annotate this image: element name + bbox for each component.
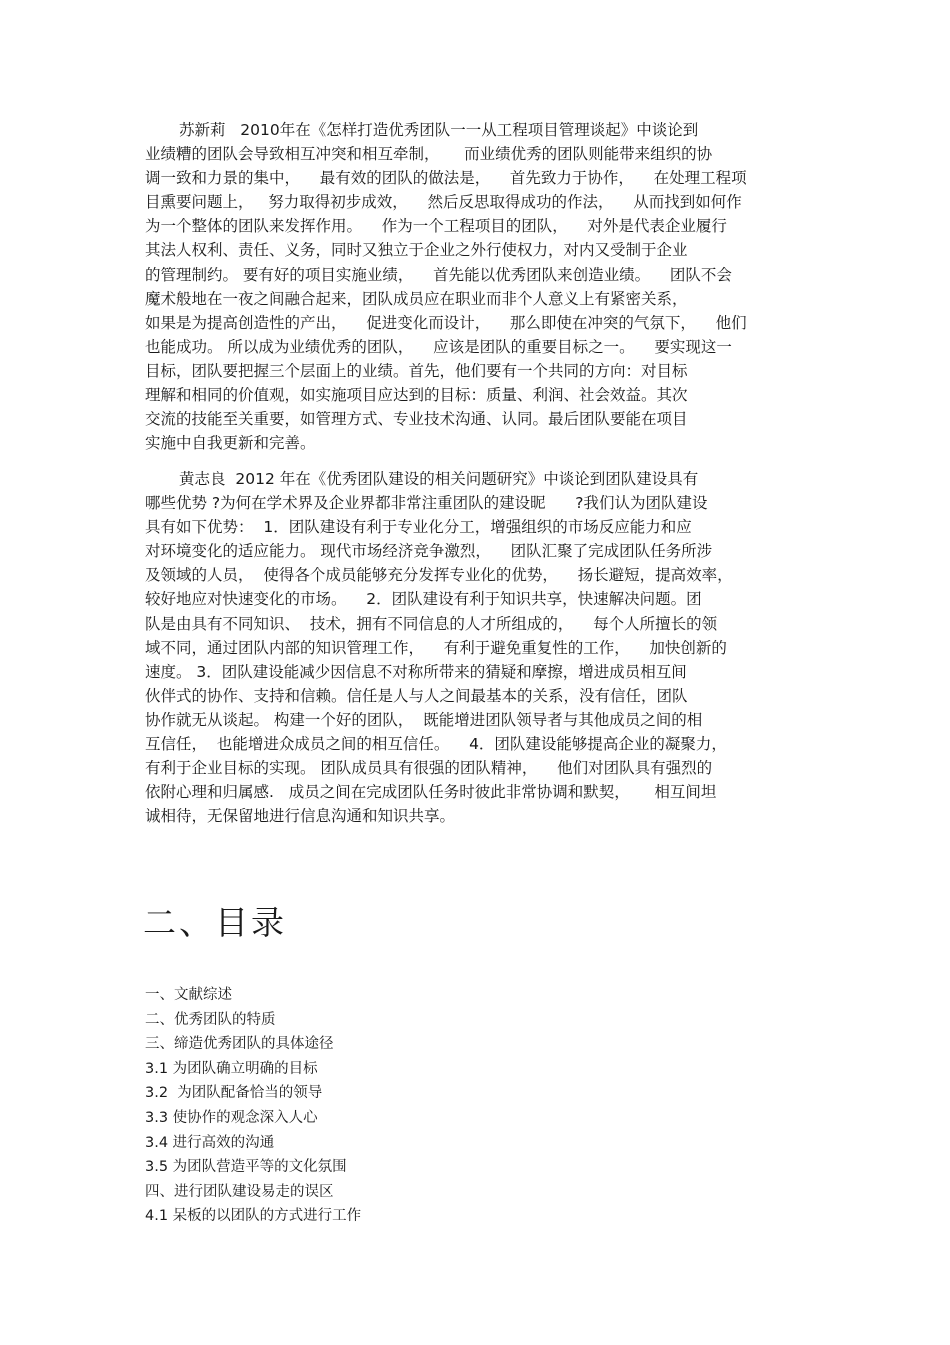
paragraph-line: 的管理制约。 要有好的项目实施业绩， 首先能以优秀团队来创造业绩。 团队不会	[145, 265, 732, 284]
toc-item: 3.1 为团队确立明确的目标	[145, 1060, 318, 1077]
toc-item: 一、文献综述	[145, 987, 232, 1003]
paragraph-line: 实施中自我更新和完善。	[145, 434, 316, 453]
paragraph-line: 协作就无从谈起。 构建一个好的团队， 既能增进团队领导者与其他成员之间的相	[145, 710, 703, 729]
paragraph-line: 交流的技能至关重要，如管理方式、专业技术沟通、认同。最后团队要能在项目	[145, 410, 688, 429]
paragraph-line: 其法人权利、责任、义务，同时又独立于企业之外行使权力，对内又受制于企业	[145, 241, 688, 260]
paragraph-line: 如果是为提高创造性的产出， 促进变化而设计， 那么即使在冲突的气氛下， 他们	[145, 313, 747, 332]
paragraph-line: 业绩糟的团队会导致相互冲突和相互牵制， 而业绩优秀的团队则能带来组织的协	[145, 145, 713, 164]
table-of-contents	[145, 983, 645, 1229]
paragraph-line: 互信任， 也能增进众成员之间的相互信任。 4．团队建设能够提高企业的凝聚力，	[145, 735, 727, 754]
paragraph-literature-2	[145, 467, 815, 828]
paragraph-line: 依附心理和归属感. 成员之间在完成团队任务时彼此非常协调和默契， 相互间坦	[145, 783, 717, 802]
paragraph-line: 目熏要问题上， 努力取得初步成效， 然后反思取得成功的作法， 从而找到如何作	[145, 193, 742, 212]
toc-item: 二、优秀团队的特质	[145, 1011, 276, 1028]
section-heading-toc: 二、目录	[143, 903, 287, 942]
toc-item: 三、缔造优秀团队的具体途径	[145, 1036, 334, 1053]
paragraph-line: 哪些优势 ?为何在学术界及企业界都非常注重团队的建设昵 ?我们认为团队建设	[145, 494, 708, 513]
paragraph-line: 伙伴式的协作、支持和信赖。信任是人与人之间最基本的关系，没有信任，团队	[145, 686, 688, 705]
toc-item: 3.3 使协作的观念深入人心	[145, 1109, 318, 1126]
paragraph-line: 较好地应对快速变化的市场。 2．团队建设有利于知识共享，快速解决问题。团	[145, 590, 702, 609]
paragraph-line: 速度。 3．团队建设能减少因信息不对称所带来的猜疑和摩擦，增进成员相互间	[145, 662, 687, 681]
paragraph-line: 黄志良 2012 年在《优秀团队建设的相关问题研究》中谈论到团队建设具有	[179, 470, 699, 488]
paragraph-line: 理解和相同的价值观，如实施项目应达到的目标：质量、利润、社会效益。其次	[145, 386, 688, 405]
paragraph-line: 调一致和力景的集中， 最有效的团队的做法是， 首先致力于协作， 在处理工程项	[145, 169, 747, 188]
paragraph-line: 诚相待，无保留地进行信息沟通和知识共享。	[145, 807, 456, 826]
toc-item: 四、进行团队建设易走的误区	[145, 1183, 334, 1200]
paragraph-line: 有利于企业目标的实现。 团队成员具有很强的团队精神， 他们对团队具有强烈的	[145, 759, 713, 778]
paragraph-line: 魔术般地在一夜之间融合起来，团队成员应在职业而非个人意义上有紧密关系，	[145, 289, 688, 308]
toc-item: 3.4 进行高效的沟通	[145, 1134, 275, 1151]
paragraph-line: 为一个整体的团队来发挥作用。 作为一个工程项目的团队， 对外是代表企业履行	[145, 217, 727, 236]
toc-item: 4.1 呆板的以团队的方式进行工作	[145, 1208, 362, 1225]
paragraph-line: 及领域的人员， 使得各个成员能够充分发挥专业化的优势， 扬长避短，提高效率，	[145, 566, 733, 585]
toc-item: 3.5 为团队营造平等的文化氛围	[145, 1159, 347, 1176]
paragraph-literature-1	[145, 118, 815, 455]
paragraph-line: 苏新莉 2010年在《怎样打造优秀团队一一从工程项目管理谈起》中谈论到	[179, 121, 699, 139]
paragraph-line: 目标，团队要把握三个层面上的业绩。首先，他们要有一个共同的方向：对目标	[145, 361, 688, 380]
paragraph-line: 域不同，通过团队内部的知识管理工作， 有利于避免重复性的工作， 加快创新的	[145, 638, 727, 657]
paragraph-line: 也能成功。 所以成为业绩优秀的团队， 应该是团队的重要目标之一。 要实现这一	[145, 337, 732, 356]
toc-item: 3.2 为团队配备恰当的领导	[145, 1085, 323, 1102]
paragraph-line: 对环境变化的适应能力。 现代市场经济竞争激烈， 团队汇聚了完成团队任务所涉	[145, 542, 713, 561]
paragraph-line: 队是由具有不同知识、 技术，拥有不同信息的人才所组成的， 每个人所擅长的领	[145, 614, 718, 633]
paragraph-line: 具有如下优势： 1．团队建设有利于专业化分工，增强组织的市场反应能力和应	[145, 518, 692, 537]
